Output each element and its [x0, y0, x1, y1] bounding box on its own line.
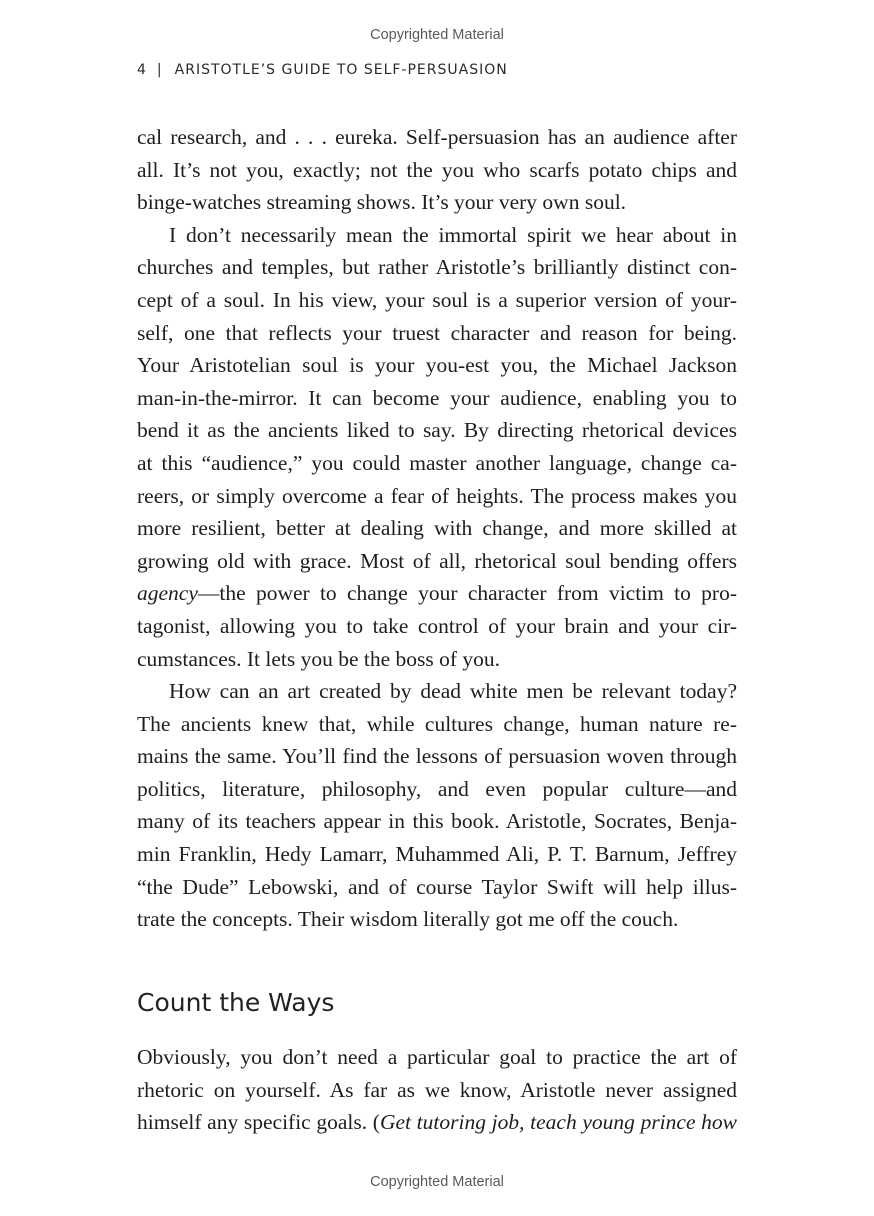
- italic-fragment: Get tutoring job, teach young prince how: [379, 1110, 737, 1135]
- running-title: ARISTOTLE’S GUIDE TO SELF-PERSUASION: [174, 62, 508, 78]
- text-fragment: himself any specific goals. (: [137, 1110, 380, 1135]
- text-line: mains the same. You’ll find the lessons of persuasion woven through: [137, 744, 737, 769]
- text-line: cal research, and . . . eureka. Self-persuasion has an audience after: [137, 125, 737, 149]
- text-line: all. It’s not you, exactly; not the you who scarfs potato chips and: [137, 157, 737, 182]
- text-line: at this “audience,” you could master another language, change ca-: [137, 450, 737, 475]
- running-head: [137, 62, 508, 78]
- text-line: [137, 577, 737, 610]
- section-heading: Count the Ways: [137, 988, 335, 1017]
- text-line: Obviously, you don’t need a particular goal to practice the art of: [137, 1045, 737, 1069]
- copyright-notice-bottom: Copyrighted Material: [370, 1174, 504, 1190]
- text-line: cumstances. It lets you be the boss of you.: [137, 646, 501, 671]
- header-separator: |: [156, 62, 163, 78]
- text-line: more resilient, better at dealing with change, and more skilled at: [137, 516, 737, 541]
- text-line: [137, 1106, 737, 1139]
- text-line: rhetoric on yourself. As far as we know, Aristotle never assigned: [137, 1077, 737, 1102]
- text-line: trate the concepts. Their wisdom literally got me off the couch.: [137, 907, 679, 932]
- text-line: cept of a soul. In his view, your soul is a superior version of your-: [137, 287, 737, 312]
- text-line: growing old with grace. Most of all, rhetorical soul bending offers: [137, 548, 737, 573]
- text-line: self, one that reflects your truest character and reason for being.: [137, 320, 737, 345]
- text-line: bend it as the ancients liked to say. By directing rhetorical devices: [137, 418, 737, 443]
- text-line: tagonist, allowing you to take control of your brain and your cir-: [137, 613, 737, 638]
- text-line: The ancients knew that, while cultures change, human nature re-: [137, 711, 737, 736]
- text-line: Your Aristotelian soul is your you-est you, the Michael Jackson: [137, 353, 737, 378]
- text-line: politics, literature, philosophy, and even popular culture—and: [137, 776, 737, 801]
- text-line: man-in-the-mirror. It can become your audience, enabling you to: [137, 385, 737, 410]
- section-body-text: [137, 1041, 737, 1139]
- text-line: binge-watches streaming shows. It’s your very own soul.: [137, 190, 627, 215]
- body-text: [137, 121, 737, 936]
- page-number: 4: [137, 62, 147, 78]
- text-fragment: —the power to change your character from victim to pro-: [197, 581, 737, 606]
- text-line: “the Dude” Lebowski, and of course Taylor Swift will help illus-: [137, 874, 737, 899]
- text-line: min Franklin, Hedy Lamarr, Muhammed Ali, P. T. Barnum, Jeffrey: [137, 842, 737, 867]
- copyright-notice-top: Copyrighted Material: [370, 27, 504, 43]
- text-line: many of its teachers appear in this book. Aristotle, Socrates, Benja-: [137, 809, 737, 834]
- text-line: I don’t necessarily mean the immortal spirit we hear about in: [169, 222, 737, 247]
- text-line: How can an art created by dead white men be relevant today?: [169, 679, 737, 704]
- italic-agency: agency: [137, 581, 198, 606]
- text-line: churches and temples, but rather Aristotle’s brilliantly distinct con-: [137, 255, 737, 280]
- text-line: reers, or simply overcome a fear of heights. The process makes you: [137, 483, 737, 508]
